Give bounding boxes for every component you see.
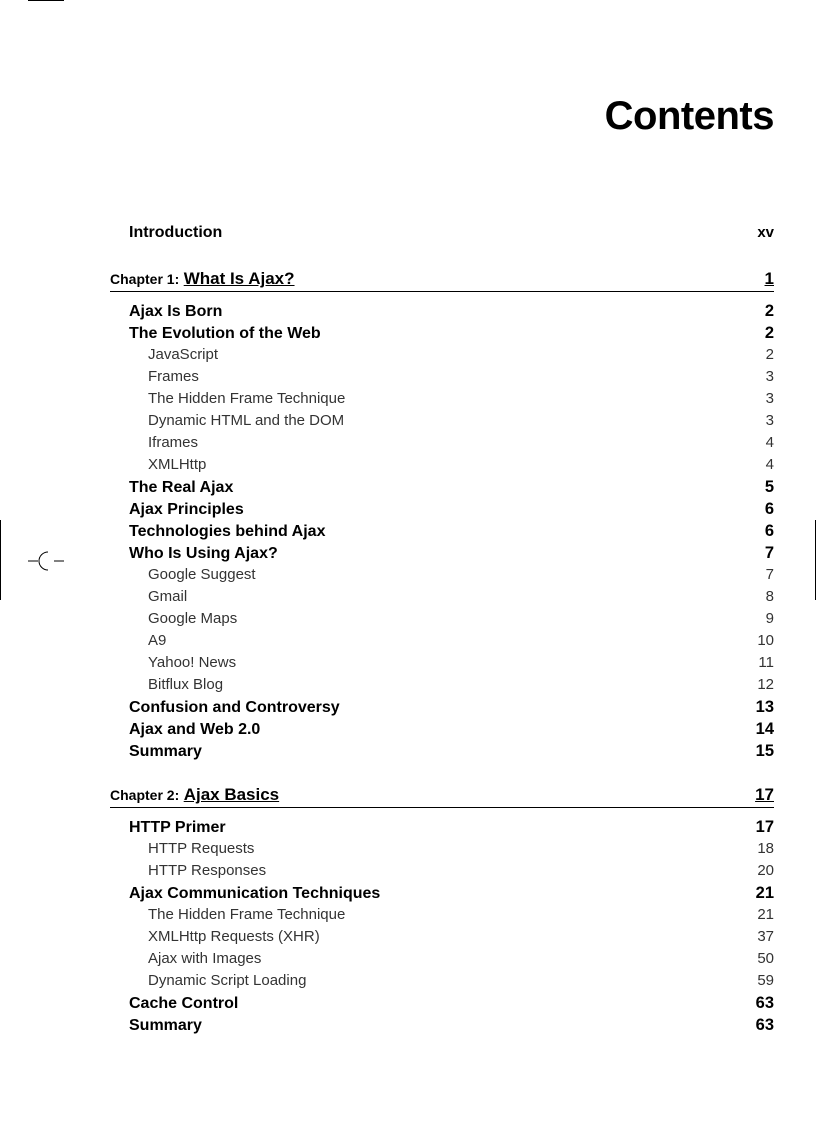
entry-label: Iframes <box>148 434 199 451</box>
toc-subsection-entry[interactable] <box>148 674 774 696</box>
toc-subsection-entry[interactable] <box>148 454 774 476</box>
entry-page: 2 <box>764 302 774 320</box>
toc-subsection-entry[interactable] <box>148 652 774 674</box>
entry-label: A9 <box>148 632 167 649</box>
entry-page: 21 <box>755 884 774 902</box>
entry-page: 63 <box>755 994 774 1012</box>
entry-label: The Hidden Frame Technique <box>148 906 346 923</box>
toc-subsection-entry[interactable] <box>148 608 774 630</box>
entry-page: 63 <box>755 1016 774 1034</box>
toc-subsection-entry[interactable] <box>148 838 774 860</box>
crop-mark-top-left <box>28 0 64 1</box>
entry-label: Google Suggest <box>148 566 256 583</box>
chapter-entries <box>110 816 774 1036</box>
toc-subsection-entry[interactable] <box>148 432 774 454</box>
entry-page: 13 <box>755 698 774 716</box>
entry-label: Cache Control <box>129 995 239 1012</box>
entry-label: Bitflux Blog <box>148 676 224 693</box>
toc-subsection-entry[interactable] <box>148 410 774 432</box>
toc-subsection-entry[interactable] <box>148 630 774 652</box>
entry-label: Technologies behind Ajax <box>129 523 326 540</box>
entry-label: Gmail <box>148 588 188 605</box>
entry-page: 15 <box>755 742 774 760</box>
entry-page: 18 <box>757 840 774 857</box>
entry-page: 17 <box>755 818 774 836</box>
entry-page: 4 <box>765 434 774 451</box>
toc-subsection-entry[interactable] <box>148 564 774 586</box>
entry-page: 7 <box>764 544 774 562</box>
entry-page: 2 <box>765 346 774 363</box>
entry-page: 3 <box>765 368 774 385</box>
toc-subsection-entry[interactable] <box>148 860 774 882</box>
entry-page: 11 <box>758 654 774 671</box>
entry-label: Frames <box>148 368 199 385</box>
toc-section-entry[interactable] <box>129 882 774 904</box>
toc-section-entry[interactable] <box>129 476 774 498</box>
toc-subsection-entry[interactable] <box>148 366 774 388</box>
toc-section-entry[interactable] <box>129 498 774 520</box>
entry-page: 6 <box>764 522 774 540</box>
chapter-prefix: Chapter 1: <box>110 271 180 287</box>
entry-label: Google Maps <box>148 610 238 627</box>
toc-section-entry[interactable] <box>129 696 774 718</box>
toc-subsection-entry[interactable] <box>148 970 774 992</box>
entry-label: HTTP Primer <box>129 819 226 836</box>
entry-page: 21 <box>757 906 774 923</box>
toc-section-entry[interactable] <box>129 816 774 838</box>
toc-subsection-entry[interactable] <box>148 586 774 608</box>
chapter-entries <box>110 300 774 762</box>
entry-label: Introduction <box>129 224 223 241</box>
entry-label: HTTP Responses <box>148 862 267 879</box>
entry-page: 10 <box>757 632 774 649</box>
entry-page: xv <box>757 224 774 241</box>
entry-label: The Hidden Frame Technique <box>148 390 346 407</box>
toc-section-entry[interactable] <box>129 740 774 762</box>
toc-subsection-entry[interactable] <box>148 948 774 970</box>
entry-label: Ajax Principles <box>129 501 244 518</box>
entry-page: 3 <box>765 412 774 429</box>
toc-section-entry[interactable] <box>129 300 774 322</box>
entry-label: HTTP Requests <box>148 840 255 857</box>
chapter-title: What Is Ajax? <box>183 269 295 288</box>
entry-page: 6 <box>764 500 774 518</box>
entry-page: 50 <box>757 950 774 967</box>
toc-subsection-entry[interactable] <box>148 344 774 366</box>
entry-label: Yahoo! News <box>148 654 237 671</box>
chapter-page: 1 <box>764 269 774 288</box>
toc-subsection-entry[interactable] <box>148 388 774 410</box>
entry-page: 20 <box>757 862 774 879</box>
entry-page: 8 <box>765 588 774 605</box>
toc-section-entry[interactable] <box>129 718 774 740</box>
entry-page: 3 <box>765 390 774 407</box>
toc-section-entry[interactable] <box>129 992 774 1014</box>
entry-label: Ajax and Web 2.0 <box>129 721 261 738</box>
toc-section-entry[interactable] <box>129 542 774 564</box>
entry-label: The Evolution of the Web <box>129 325 321 342</box>
entry-page: 37 <box>757 928 774 945</box>
entry-page: 12 <box>757 676 774 693</box>
entry-label: XMLHttp <box>148 456 207 473</box>
toc-section-entry[interactable] <box>129 520 774 542</box>
entry-page: 7 <box>765 566 774 583</box>
entry-label: Dynamic HTML and the DOM <box>148 412 345 429</box>
table-of-contents <box>110 222 774 1036</box>
entry-label: The Real Ajax <box>129 479 234 496</box>
entry-label: Who Is Using Ajax? <box>129 545 278 562</box>
entry-label: Ajax Communication Techniques <box>129 885 381 902</box>
toc-entry-introduction[interactable] <box>129 222 774 244</box>
chapter-title: Ajax Basics <box>183 785 280 804</box>
entry-label: Summary <box>129 743 202 760</box>
chapter-heading[interactable] <box>110 268 774 292</box>
registration-mark-icon <box>28 548 64 574</box>
entry-page: 14 <box>755 720 774 738</box>
toc-subsection-entry[interactable] <box>148 904 774 926</box>
entry-label: Confusion and Controversy <box>129 699 340 716</box>
entry-label: JavaScript <box>148 346 219 363</box>
entry-page: 9 <box>765 610 774 627</box>
page-title: Contents <box>604 94 774 138</box>
toc-section-entry[interactable] <box>129 1014 774 1036</box>
chapter-heading[interactable] <box>110 784 774 808</box>
chapter-prefix: Chapter 2: <box>110 787 180 803</box>
entry-page: 4 <box>765 456 774 473</box>
entry-label: Ajax Is Born <box>129 303 223 320</box>
entry-page: 2 <box>764 324 774 342</box>
entry-page: 5 <box>764 478 774 496</box>
crop-mark-left <box>0 520 1 600</box>
entry-label: Summary <box>129 1017 202 1034</box>
entry-label: Ajax with Images <box>148 950 262 967</box>
entry-label: Dynamic Script Loading <box>148 972 307 989</box>
toc-section-entry[interactable] <box>129 322 774 344</box>
chapter-page: 17 <box>755 785 774 804</box>
entry-page: 59 <box>757 972 774 989</box>
toc-subsection-entry[interactable] <box>148 926 774 948</box>
entry-label: XMLHttp Requests (XHR) <box>148 928 320 945</box>
